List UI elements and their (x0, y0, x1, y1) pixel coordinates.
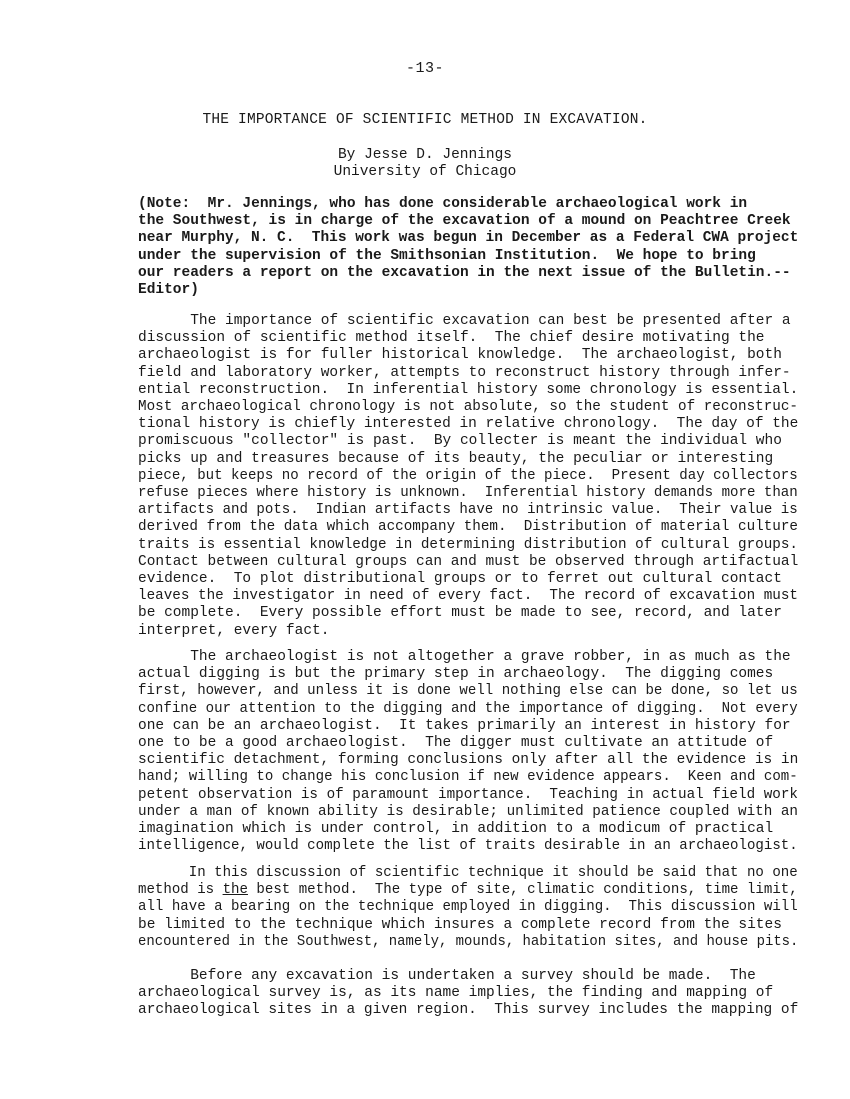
text-line: actual digging is but the primary step in archaeology. The digging comes (138, 666, 774, 683)
text-line: be complete. Every possible effort must be made to see, record, and later (138, 605, 782, 622)
paragraph-3 (138, 865, 798, 951)
note-line: near Murphy, N. C. This work was begun in December as a Federal CWA project (138, 230, 799, 247)
text-line: encountered in the Southwest, namely, mounds, habitation sites, and house pits. (138, 933, 799, 950)
text-line: archaeologist is for fuller historical knowledge. The archaeologist, both (138, 347, 782, 364)
text-line: under a man of known ability is desirable; unlimited patience coupled with an (138, 803, 799, 820)
text-line: first, however, and unless it is done well nothing else can be done, so let us (138, 683, 798, 700)
text-line: one can be an archaeologist. It takes primarily an interest in history for (138, 717, 791, 734)
text-line: archaeological survey is, as its name implies, the finding and mapping of (138, 985, 774, 1002)
text-line: Contact between cultural groups can and must be observed through artifactual (138, 553, 799, 570)
text-line: refuse pieces where history is unknown. Inferential history demands more than (138, 485, 798, 502)
page-number: -13- (405, 60, 444, 77)
text-line: evidence. To plot distributional groups or to ferret out cultural contact (138, 571, 782, 588)
text-line: piece, but keeps no record of the origin of the piece. Present day collectors (138, 467, 798, 484)
text-line: artifacts and pots. Indian artifacts have no intrinsic value. Their value is (138, 502, 798, 519)
paragraph-1 (138, 313, 798, 640)
text-line: interpret, every fact. (138, 622, 330, 639)
text-line: ential reconstruction. In inferential history some chronology is essential. (138, 381, 799, 398)
text-line: leaves the investigator in need of every fact. The record of excavation must (138, 588, 799, 605)
text-segment: best method. The type of site, climatic conditions, time limit, (247, 882, 798, 899)
text-line: field and laboratory worker, attempts to reconstruct history through infer- (138, 364, 791, 381)
text-line: picks up and treasures because of its beauty, the peculiar or interesting (138, 450, 774, 467)
author-line: By Jesse D. Jennings (337, 147, 513, 163)
text-segment: method is (138, 882, 223, 899)
paragraph-2 (138, 649, 798, 855)
text-line: all have a bearing on the technique employed in digging. This discussion will (138, 899, 798, 916)
note-line: (Note: Mr. Jennings, who has done considerable archaeological work in (138, 196, 748, 212)
text-line: archaeological sites in a given region. This survey includes the mapping of (138, 1002, 799, 1019)
text-line: In this discussion of scientific technique it should be said that no one (138, 865, 798, 881)
text-line: The archaeologist is not altogether a grave robber, in as much as the (138, 649, 791, 665)
note-line: the Southwest, is in charge of the excavation of a mound on Peachtree Creek (138, 213, 791, 230)
note-line: our readers a report on the excavation in the next issue of the Bulletin.-- (138, 264, 791, 281)
text-line: one to be a good archaeologist. The digger must cultivate an attitude of (138, 735, 774, 752)
text-line: be limited to the technique which insures a complete record from the sites (138, 916, 782, 933)
editor-note (138, 196, 798, 299)
text-line: The importance of scientific excavation can best be presented after a (138, 313, 791, 329)
text-line: derived from the data which accompany them. Distribution of material culture (138, 519, 799, 536)
text-line: tional history is chiefly interested in relative chronology. The day of the (138, 416, 799, 433)
text-line: intelligence, would complete the list of traits desirable in an archaeologist. (138, 838, 798, 855)
text-line: Most archaeological chronology is not absolute, so the student of reconstruc- (138, 399, 799, 416)
underlined-word: the (222, 882, 248, 899)
text-line: petent observation is of paramount importance. Teaching in actual field work (138, 786, 799, 803)
text-line: hand; willing to change his conclusion if new evidence appears. Keen and com- (138, 769, 798, 786)
text-line: imagination which is under control, in addition to a modicum of practical (138, 821, 774, 838)
note-line: Editor) (138, 282, 199, 299)
note-line: under the supervision of the Smithsonian Institution. We hope to bring (138, 247, 756, 264)
text-line: discussion of scientific method itself. The chief desire motivating the (138, 330, 765, 347)
paragraph-4 (138, 968, 798, 1020)
affiliation-line: University of Chicago (333, 164, 517, 180)
text-line-with-emphasis (138, 882, 798, 899)
text-line: confine our attention to the digging and the importance of digging. Not every (138, 700, 798, 717)
text-line: scientific detachment, forming conclusions only after all the evidence is in (138, 752, 799, 769)
text-line: traits is essential knowledge in determining distribution of cultural groups. (138, 536, 799, 553)
text-line: Before any excavation is undertaken a survey should be made. The (138, 968, 756, 984)
article-title: THE IMPORTANCE OF SCIENTIFIC METHOD IN EXCAVATION. (202, 112, 648, 128)
text-line: promiscuous "collector" is past. By collecter is meant the individual who (138, 433, 782, 450)
